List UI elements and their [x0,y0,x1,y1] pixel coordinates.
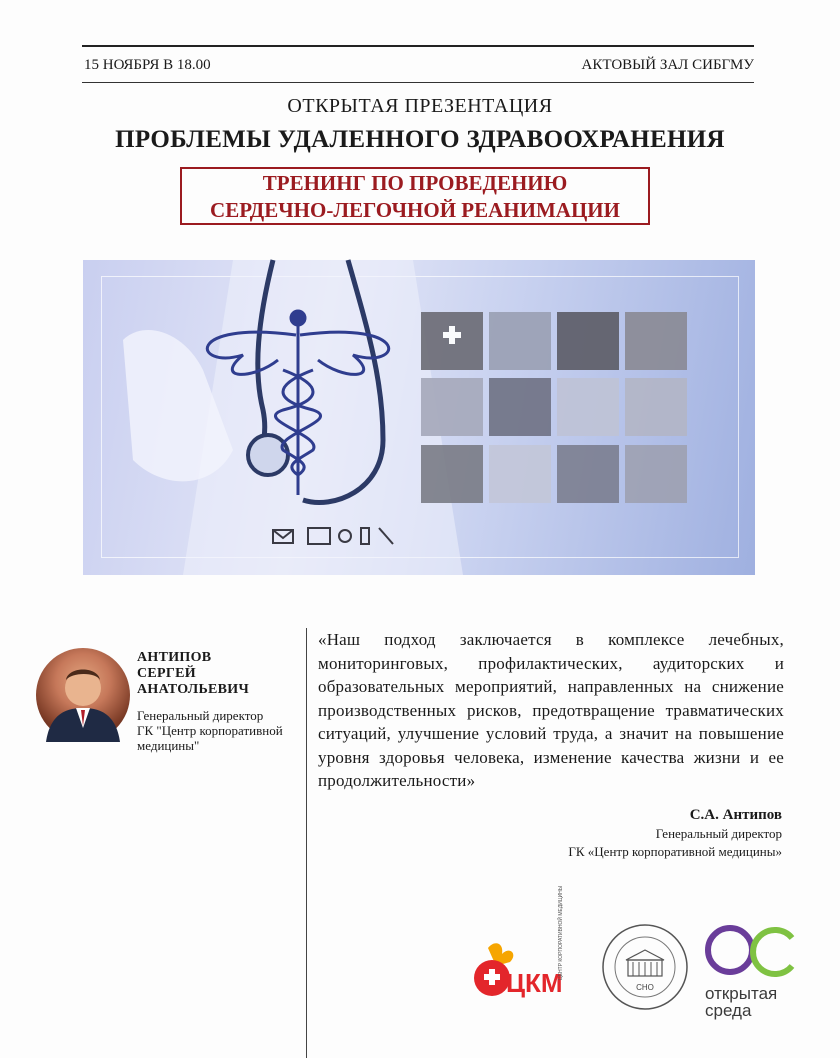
os-rings-icon [700,922,800,982]
speaker-role-line-3: медицины" [137,738,200,753]
speaker-name [137,650,249,698]
medical-illustration [83,260,755,575]
quote-author: С.А. Антипов [689,807,782,823]
top-rule [82,45,754,47]
os-line-2: среда [705,1001,752,1020]
speaker-role-line-2: ГК "Центр корпоративной [137,723,283,738]
quote-author-role: Генеральный директор [655,826,782,841]
speaker-surname: АНТИПОВ [137,650,212,665]
event-date: 15 НОЯБРЯ В 18.00 [84,57,211,73]
sno-seal [600,922,690,1012]
quote-author-company: ГК «Центр корпоративной медицины» [568,844,782,859]
sno-seal-icon [600,922,690,1012]
training-box [180,167,650,225]
portrait-avatar [36,648,130,742]
speaker-role [137,708,307,753]
app-tiles [421,312,687,503]
training-line-2: СЕРДЕЧНО-ЛЕГОЧНОЙ РЕАНИМАЦИИ [210,198,620,222]
event-venue: АКТОВЫЙ ЗАЛ СИБГМУ [581,57,754,73]
header-rule [82,82,754,83]
training-line-1: ТРЕНИНГ ПО ПРОВЕДЕНИЮ [262,171,568,195]
ckm-wordmark: ЦКМ [506,968,563,998]
open-environment-text [705,985,777,1019]
ckm-caption: ЦЕНТР КОРПОРАТИВНОЙ МЕДИЦИНЫ [558,885,564,980]
quote-text: «Наш подход заключается в комплексе лечебных, мониторинговых, профилактических, аудиторских и образовательных мероприятий, направленных на снижение производственных рисков, предотвращение травматических ситуаций, улучшение условий труда, а значит на повышение уровня здоровья человека, изменение качества жизни и ее продолжительности» [318,630,784,790]
speaker-patronymic: АНАТОЛЬЕВИЧ [137,682,250,697]
speaker-role-line-1: Генеральный директор [137,708,264,723]
hero-image [83,260,755,575]
ckm-logo [470,885,590,1002]
speaker-firstname: СЕРГЕЙ [137,666,196,681]
ckm-logo-icon [470,885,590,1002]
event-kicker: ОТКРЫТАЯ ПРЕЗЕНТАЦИЯ [287,95,553,117]
sno-text: СНО [636,983,654,992]
speaker-photo [36,648,130,742]
event-title: ПРОБЛЕМЫ УДАЛЕННОГО ЗДРАВООХРАНЕНИЯ [115,126,725,153]
os-line-1: открытая [705,984,778,1003]
quote-divider [306,628,307,1058]
